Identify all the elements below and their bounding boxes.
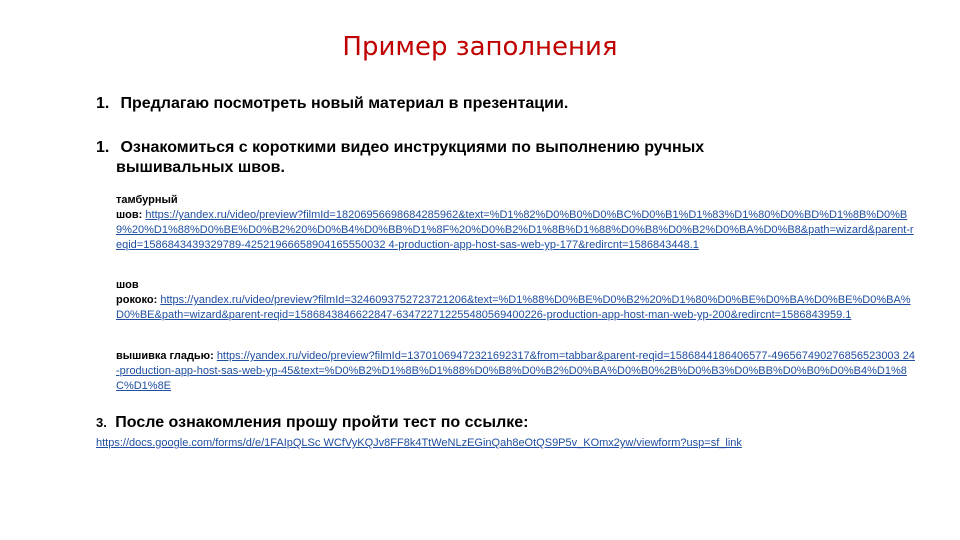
video-label: вышивка гладью:: [116, 350, 214, 362]
video-link-block-rococo: [116, 278, 916, 323]
video-link[interactable]: https://yandex.ru/video/preview?filmId=13701069472321692317&from=tabbar&parent-reqid=1586844186406577-496567490276856523003 24-production-app-host-sas-web-yp-45&text=%D0%B2%D1%8B%D1%88%D0%B8%D0%B2%D0%BA%D0%B0%2B%D0%B3%D0%BB%D0%B0%D0%B4%D1%8C%D1%8E: [116, 350, 915, 392]
instruction-item-3: [96, 414, 528, 432]
item-text-line1: Ознакомиться с короткими видео инструкциями по выполнению ручных: [120, 139, 705, 156]
item-number: 3.: [96, 415, 107, 430]
item-number: 1.: [96, 139, 110, 156]
video-label: рококо:: [116, 294, 158, 306]
instruction-item-2: [96, 138, 796, 178]
instruction-item-1: [96, 94, 568, 114]
item-text-line2: вышивальных швов.: [116, 159, 285, 176]
page-title: Пример заполнения: [342, 32, 618, 62]
video-link[interactable]: https://yandex.ru/video/preview?filmId=3246093752723721206&text=%D1%88%D0%BE%D0%B2%20%D1%80%D0%BE%D0%BA%D0%BE%D0%BA%D0%BE&path=wizard&parent-reqid=1586843846622847-634722712255480569400226-production-app-host-man-web-yp-200&redircnt=1586843959.1: [116, 294, 911, 321]
video-label: шов:: [116, 209, 143, 221]
item-text: После ознакомления прошу пройти тест по ссылке:: [115, 414, 529, 431]
video-link-block-tambour: [116, 193, 916, 253]
item-number: 1.: [96, 95, 110, 112]
video-label: шов: [116, 279, 139, 291]
video-label: тамбурный: [116, 194, 178, 206]
test-link[interactable]: https://docs.google.com/forms/d/e/1FAIpQLSc WCfVyKQJv8FF8k4TtWeNLzEGinQah8eOtQS9P5v_KOmx2yw/viewform?usp=sf_link: [96, 437, 742, 449]
video-link[interactable]: https://yandex.ru/video/preview?filmId=18206956698684285962&text=%D1%82%D0%B0%D0%BC%D0%B1%D1%83%D1%80%D0%BD%D1%8B%D0%B9%20%D1%88%D0%BE%D0%B2%20%D0%B4%D0%BB%D1%8F%20%D0%B2%D1%8B%D1%88%D0%B8%D0%B2%D0%BA%D0%B8&path=wizard&parent-reqid=1586843439329789-42521966658904165550032 4-production-app-host-sas-web-yp-177&redircnt=1586843448.1: [116, 209, 914, 251]
item-text: Предлагаю посмотреть новый материал в презентации.: [120, 95, 569, 112]
video-link-block-satin: [116, 349, 916, 394]
